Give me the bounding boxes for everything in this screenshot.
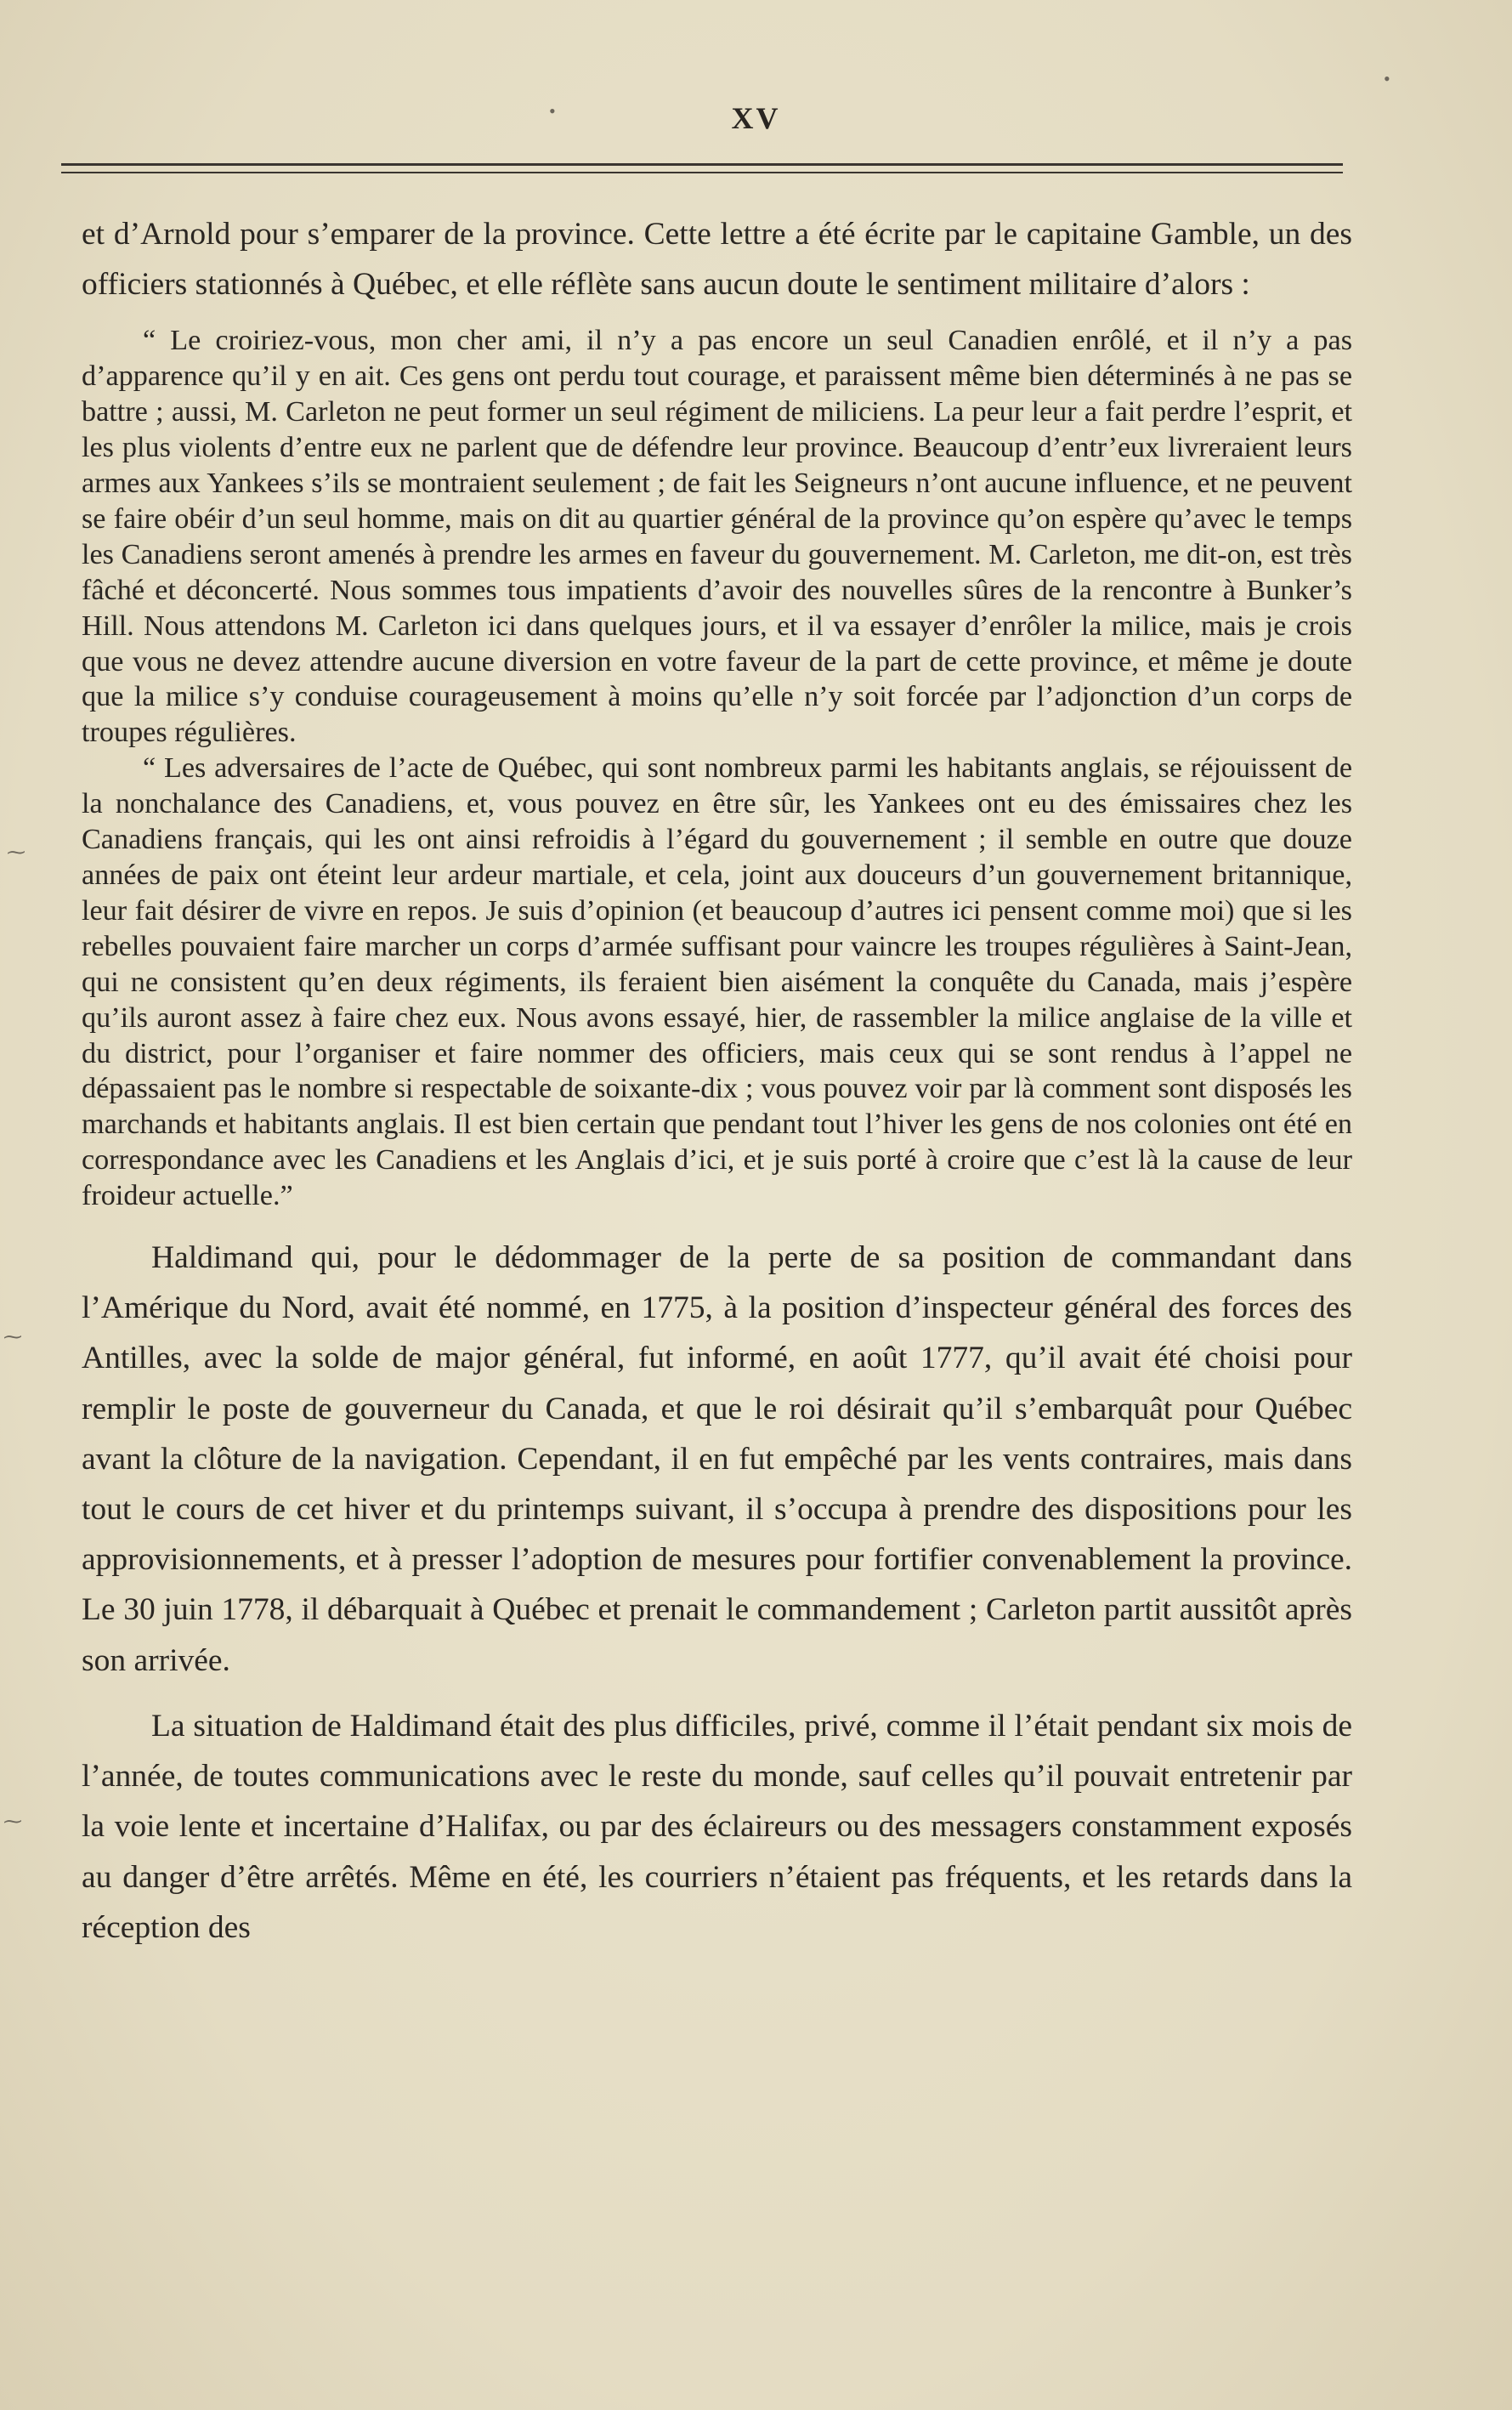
quote-paragraph-2: “ Les adversaires de l’acte de Québec, qui sont nombreux parmi les habitants anglais, se réjouissent de la nonchalance des Canadiens, et, vous pouvez en être sûr, les Yankees ont eu des émissaires chez les Canadiens français, qui les ont ainsi refroidis à l’égard du gouvernement ; il semble en outre que douze années de paix ont éteint leur ardeur martiale, et cela, joint aux douceurs d’un gouvernement britannique, leur fait désirer de vivre en repos. Je suis d’opinion (et beaucoup d’autres ici pensent comme moi) que si les rebelles pouvaient faire marcher un corps d’armée suffisant pour vaincre les troupes régulières à Saint-Jean, qui ne consistent qu’en deux régiments, ils feraient bien aisément la conquête du Canada, mais j’espère qu’ils auront assez à faire chez eux. Nous avons essayé, hier, de rassembler la milice anglaise de la ville et du district, pour l’organiser et faire nommer des officiers, mais ceux qui se sont rendus à l’appel ne dépassaient pas le nombre si respectable de soixante-dix ; vous pouvez voir par là comment sont disposés les marchands et habitants anglais. Il est bien certain que pendant tout l’hiver les gens de nos colonies ont été en correspondance avec les Canadiens et les Anglais d’ici, et je suis porté à croire que c’est là la cause de leur froideur actuelle.” [82,752,1352,1212]
situation-paragraph: La situation de Haldimand était des plus difficiles, privé, comme il l’était pendant six mois de l’année, de toutes communications avec le reste du monde, sauf celles qu’il pouvait entretenir par la voie lente et incertaine d’Halifax, ou par des éclaireurs ou des messagers constamment exposés au danger d’être arrêtés. Même en été, les courriers n’étaient pas fréquents, et les retards dans la réception des [82,1708,1352,1945]
margin-mark: ⁓ [3,1326,22,1347]
page-content [82,209,1352,1953]
header-rule-bottom [61,172,1343,173]
page-number: XV [731,101,781,135]
speck-mark: • [1384,68,1390,89]
haldimand-paragraph: Haldimand qui, pour le dédommager de la perte de sa position de commandant dans l’Amérique du Nord, avait été nommé, en 1775, à la position d’inspecteur général des forces des Antilles, avec la solde de major général, fut informé, en août 1777, qu’il avait été choisi pour remplir le poste de gouverneur du Canada, et que le roi désirait qu’il s’embarquât pour Québec avant la clôture de la navigation. Cependant, il en fut empêché par les vents contraires, mais dans tout le cours de cet hiver et du printemps suivant, il s’occupa à prendre des dispositions pour les approvisionnements, et à presser l’adoption de mesures pour fortifier convenablement la province. Le 30 juin 1778, il débarquait à Québec et prenait le commandement ; Carleton partit aussitôt après son arrivée. [82,1240,1352,1678]
intro-paragraph: et d’Arnold pour s’emparer de la province. Cette lettre a été écrite par le capitaine Gamble, un des officiers stationnés à Québec, et elle réflète sans aucun doute le sentiment militaire d’alors : [82,217,1352,303]
speck-mark: • [549,100,556,122]
header-rule-top [61,163,1343,166]
margin-mark: ⁓ [3,1811,22,1832]
margin-mark: ⁓ [7,842,25,863]
quote-paragraph-1: “ Le croiriez-vous, mon cher ami, il n’y a pas encore un seul Canadien enrôlé, et il n’y a pas d’apparence qu’il y en ait. Ces gens ont perdu tout courage, et paraissent même bien déterminés à ne pas se battre ; aussi, M. Carleton ne peut former un seul régiment de miliciens. La peur leur a fait perdre l’esprit, et les plus violents d’entre eux ne parlent que de défendre leur province. Beaucoup d’entr’eux livreraient leurs armes aux Yankees s’ils se montraient seulement ; de fait les Seigneurs n’ont aucune influence, et ne peuvent se faire obéir d’un seul homme, mais on dit au quartier général de la province qu’on espère qu’avec le temps les Canadiens seront amenés à prendre les armes en faveur du gouvernement. M. Carleton, me dit-on, est très fâché et déconcerté. Nous sommes tous impatients d’avoir des nouvelles sûres de la rencontre à Bunker’s Hill. Nous attendons M. Carleton ici dans quelques jours, et il va essayer d’enrôler la milice, mais je crois que vous ne devez attendre aucune diversion en votre faveur de la part de cette province, et même je doute que la milice s’y conduise courageusement à moins qu’elle n’y soit forcée par l’adjonction d’un corps de troupes régulières. [82,325,1352,749]
